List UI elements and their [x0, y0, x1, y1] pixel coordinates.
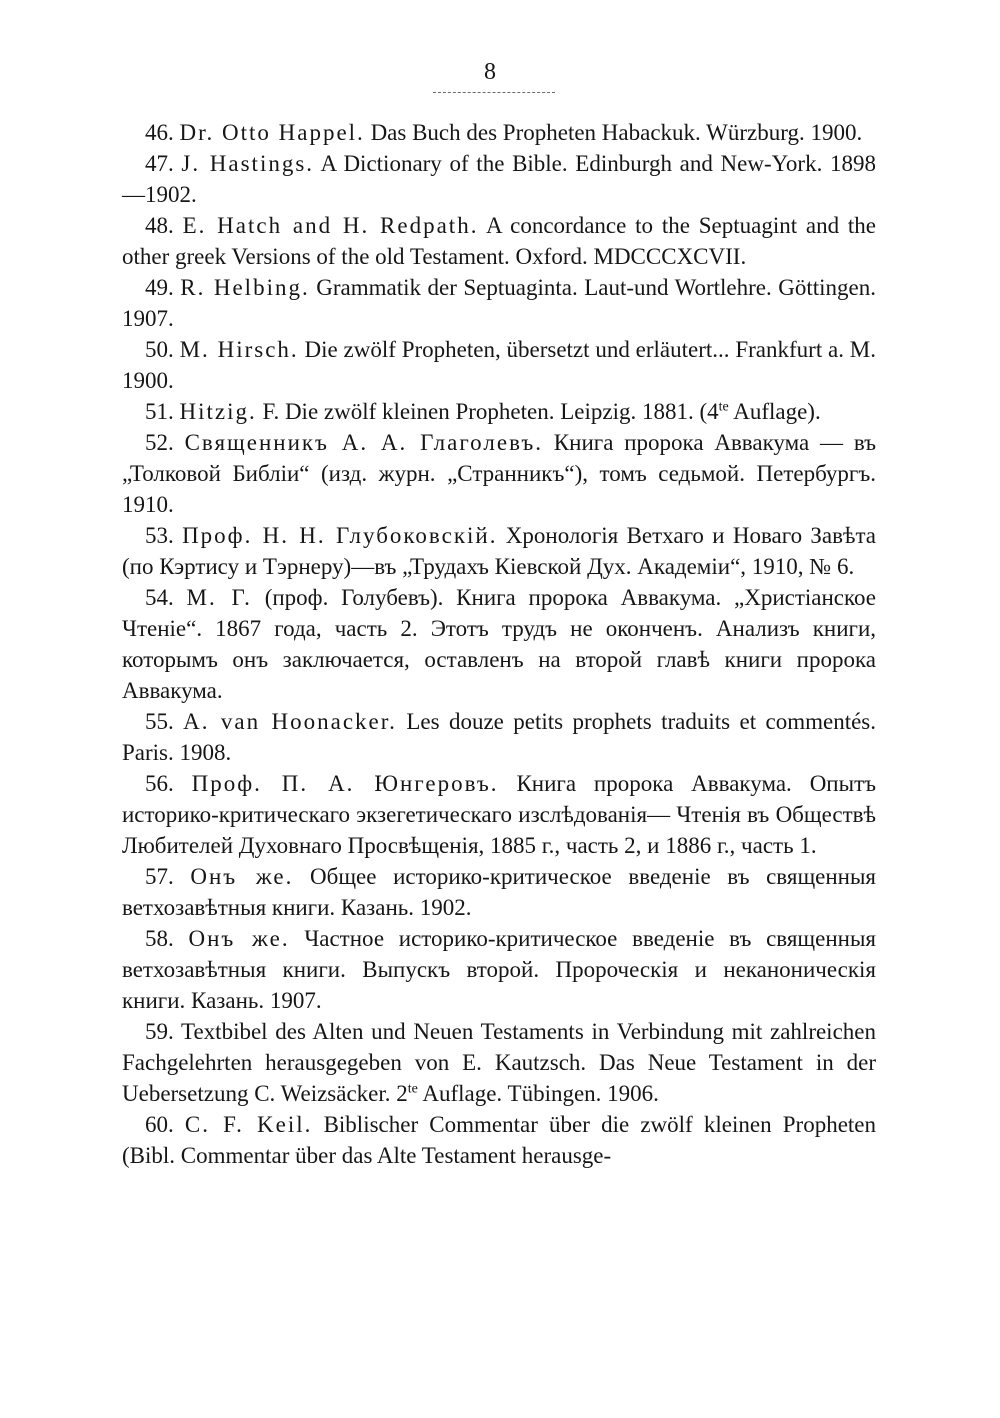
superscript: te: [407, 1081, 418, 1097]
entry-text: Textbibel des Alten und Neuen Testaments in Verbindung mit zahlreichen Fachgelehrten herausgegeben von E. Kautzsch. Das Neue Testament in der Uebersetzung C. Weizsäcker. 2: [122, 1019, 876, 1106]
entry-text: Das Buch des Propheten Habackuk. Würzburg. 1900.: [364, 120, 863, 145]
entry-author: Онъ же.: [190, 864, 294, 889]
entry-author: Hitzig.: [179, 399, 257, 424]
bibliography-entry-51: [122, 396, 876, 427]
bibliography-entry-60: [122, 1109, 876, 1171]
bibliography-entry-49: [122, 272, 876, 334]
entry-number: 51.: [145, 399, 174, 424]
page-number: 8: [484, 59, 496, 85]
bibliography-entry-59: [122, 1016, 876, 1109]
entry-number: 47.: [145, 151, 174, 176]
entry-number: 54.: [145, 585, 174, 610]
entry-number: 55.: [145, 709, 174, 734]
bibliography-entry-52: [122, 427, 876, 520]
bibliography-entry-58: [122, 923, 876, 1016]
entry-number: 46.: [145, 120, 174, 145]
entry-text: A concordance to the Septuagint and the other greek Versions of the old Testament. Oxford. MDCCCXCVII.: [122, 213, 877, 269]
entry-number: 53.: [145, 523, 174, 548]
entry-text: Общее историко-критическое введеніе въ священныя ветхозавѣтныя книги. Казань. 1902.: [122, 864, 877, 920]
entry-author: Проф. Н. Н. Глубоковскій.: [182, 523, 498, 548]
entry-text: F. Die zwölf kleinen Propheten. Leipzig. 1881. (4: [256, 399, 719, 424]
entry-author: R. Helbing.: [180, 275, 310, 300]
entry-text: Хронологія Ветхаго и Новаго Завѣта (по Кэртису и Тэрнеру)—въ „Трудахъ Кіевской Дух. Академіи“, 1910, № 6.: [122, 523, 877, 579]
entry-text: Die zwölf Propheten, übersetzt und erläutert... Frankfurt a. M. 1900.: [122, 337, 877, 393]
entry-number: 49.: [145, 275, 174, 300]
entry-text-tail: Auflage. Tübingen. 1906.: [417, 1081, 659, 1106]
header-rule: [433, 92, 555, 93]
entry-author: A. van Hoonacker.: [183, 709, 397, 734]
entry-text: Les douze petits prophets traduits et commentés. Paris. 1908.: [122, 709, 877, 765]
entry-author: C. F. Keil.: [184, 1112, 313, 1137]
entry-text: A Dictionary of the Bible. Edinburgh and New-York. 1898—1902.: [122, 151, 877, 207]
entry-text: Книга пророка Аввакума — въ „Толковой Библіи“ (изд. журн. „Странникъ“), томъ седьмой. Петербургъ. 1910.: [122, 430, 877, 517]
entry-author: Онъ же.: [188, 926, 290, 951]
entry-text: Частное историко-критическое введеніе въ священныя ветхозавѣтныя книги. Выпускъ второй. Пророческія и неканоническія книги. Казань. 1907.: [122, 926, 876, 1013]
entry-number: 58.: [145, 926, 174, 951]
entry-text: Biblischer Commentar über die zwölf kleinen Propheten (Bibl. Commentar über das Alte Testament herausge-: [122, 1112, 877, 1168]
bibliography-entry-56: [122, 768, 876, 861]
bibliography-entry-57: [122, 861, 876, 923]
entry-author: Проф. П. А. Юнгеровъ.: [191, 771, 499, 796]
entry-number: 50.: [145, 337, 174, 362]
entry-number: 57.: [145, 864, 174, 889]
entry-number: 56.: [145, 771, 174, 796]
bibliography-entry-47: [122, 148, 876, 210]
entry-text: Grammatik der Septuaginta. Laut-und Wortlehre. Göttingen. 1907.: [122, 275, 876, 331]
entry-number: 52.: [145, 430, 174, 455]
entry-text-tail: Auflage).: [728, 399, 821, 424]
bibliography-entry-55: [122, 706, 876, 768]
bibliography-entry-50: [122, 334, 876, 396]
bibliography-entry-48: [122, 210, 876, 272]
bibliography-entry-46: [122, 117, 876, 148]
entry-text: Книга пророка Аввакума. Опытъ историко-критическаго экзегетическаго изслѣдованія— Чтенія въ Обществѣ Любителей Духовнаго Просвѣщенія, 1885 г., часть 2, и 1886 г., часть 1.: [122, 771, 877, 858]
entry-author: J. Hastings.: [181, 151, 315, 176]
bibliography-entry-53: [122, 520, 876, 582]
entry-text: (проф. Голубевъ). Книга пророка Аввакума. „Христіанское Чтеніе“. 1867 года, часть 2. Этотъ трудъ не оконченъ. Анализъ книги, которымъ онъ заключается, оставленъ на второй главѣ книги пророка Аввакума.: [122, 585, 877, 703]
superscript: te: [718, 399, 729, 415]
entry-number: 59.: [145, 1019, 174, 1044]
entry-author: Священникъ А. А. Глаголевъ.: [184, 430, 543, 455]
entry-number: 60.: [145, 1112, 174, 1137]
bibliography-list: [122, 117, 876, 1171]
entry-author: Dr. Otto Happel.: [179, 120, 365, 145]
entry-number: 48.: [145, 213, 174, 238]
bibliography-entry-54: [122, 582, 876, 706]
entry-author: E. Hatch and H. Redpath.: [182, 213, 479, 238]
entry-author: М. Г.: [186, 585, 252, 610]
entry-author: M. Hirsch.: [179, 337, 299, 362]
